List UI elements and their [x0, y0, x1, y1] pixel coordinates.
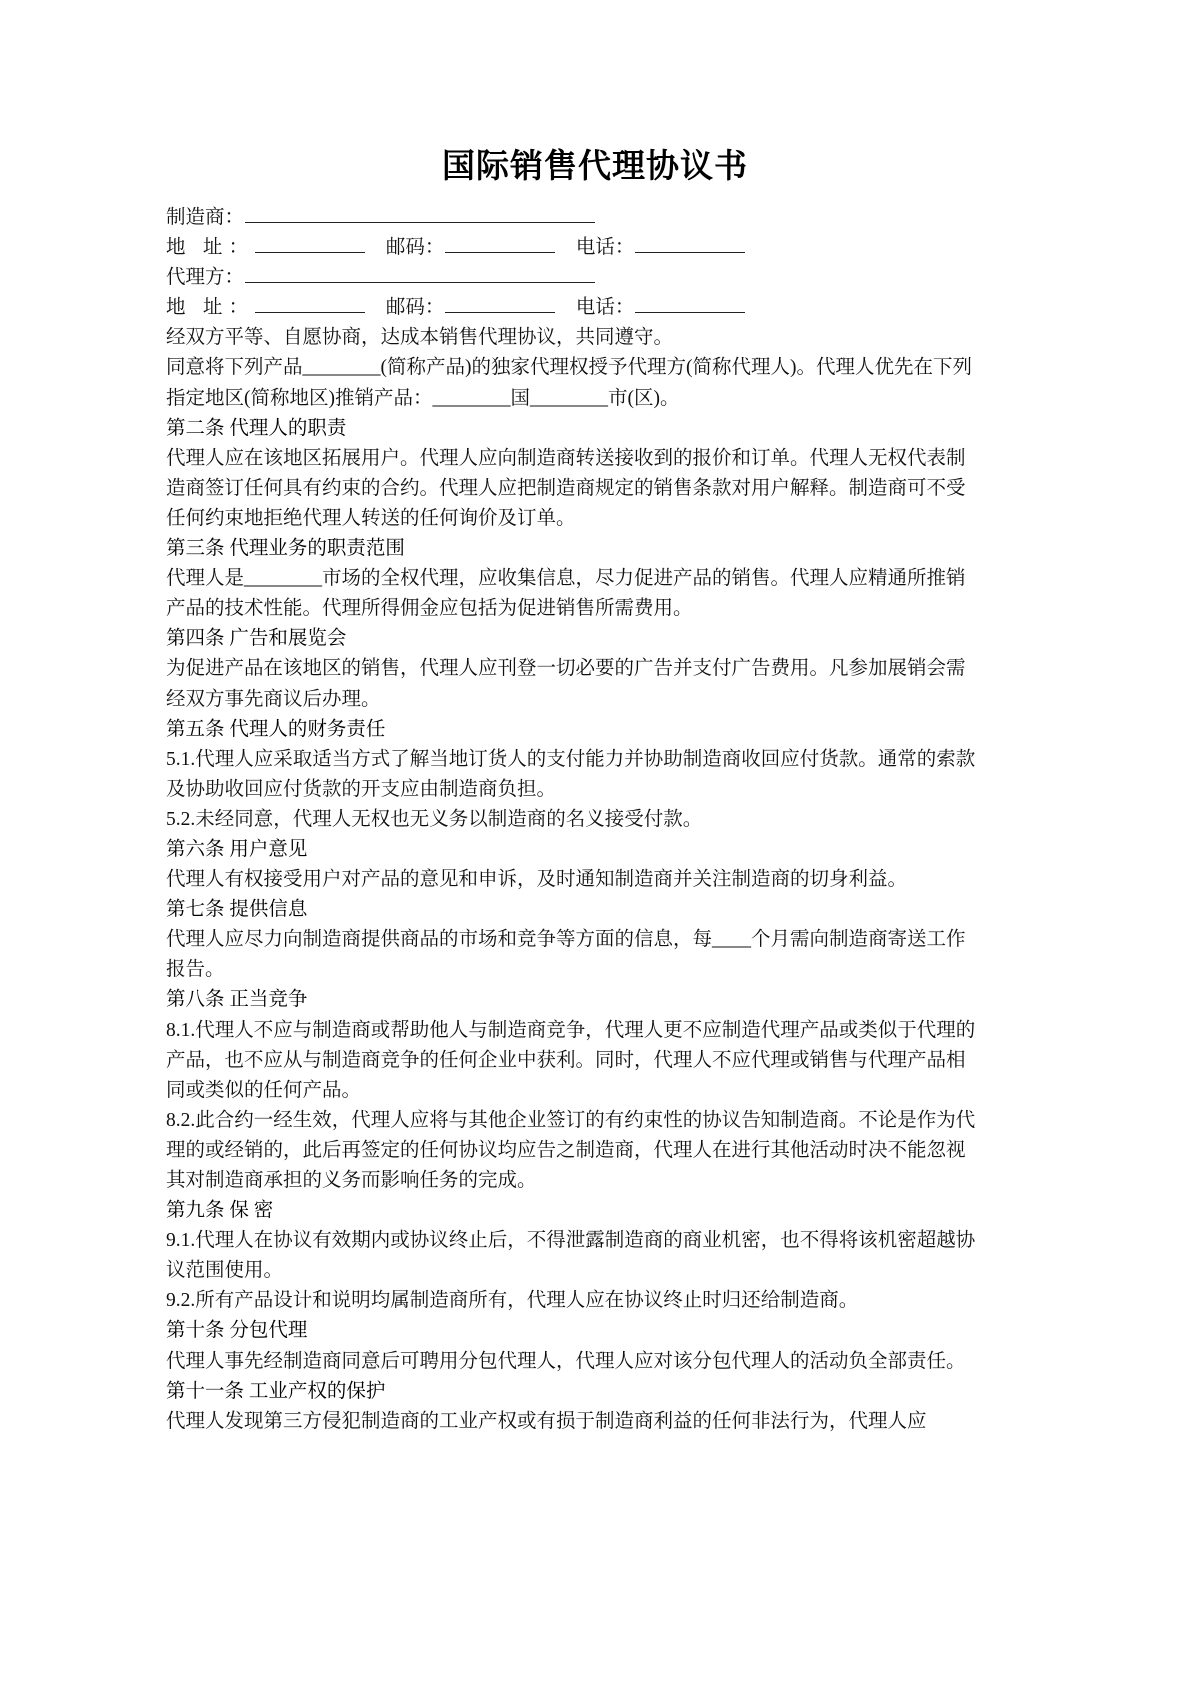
manufacturer-blank[interactable]	[245, 204, 595, 223]
phone-blank-2[interactable]	[635, 294, 745, 313]
article-8-paragraph-1: 8.1.代理人不应与制造商或帮助他人与制造商竞争，代理人更不应制造代理产品或类似于代理的产品，也不应从与制造商竞争的任何企业中获利。同时，代理人不应代理或销售与代理产品相同或类似的任何产品。	[166, 1019, 976, 1101]
address-label-2: 地 址：	[166, 297, 255, 319]
field-address-2	[166, 293, 978, 323]
article-heading-8: 第八条 正当竞争	[166, 989, 308, 1011]
field-manufacturer	[166, 203, 978, 233]
postcode-label-1: 邮码：	[385, 237, 445, 259]
field-address-1	[166, 233, 978, 263]
agent-blank[interactable]	[245, 264, 595, 283]
article-heading-9: 第九条 保 密	[166, 1200, 274, 1222]
document-body	[166, 203, 978, 1437]
phone-blank-1[interactable]	[635, 234, 745, 253]
article-2-paragraph-1: 代理人应在该地区拓展用户。代理人应向制造商转送接收到的报价和订单。代理人无权代表制造商签订任何具有约束的合约。代理人应把制造商规定的销售条款对用户解释。制造商可不受任何约束地拒绝代理人转送的任何询价及订单。	[166, 447, 966, 529]
article-5-paragraph-2: 5.2.未经同意，代理人无权也无义务以制造商的名义接受付款。	[166, 808, 703, 830]
field-agent	[166, 263, 978, 293]
page-title: 国际销售代理协议书	[442, 149, 748, 185]
article-5-paragraph-1: 5.1.代理人应采取适当方式了解当地订货人的支付能力并协助制造商收回应付货款。通常的索款及协助收回应付货款的开支应由制造商负担。	[166, 748, 976, 800]
phone-label-2: 电话：	[575, 297, 635, 319]
phone-label-1: 电话：	[575, 237, 635, 259]
article-7-paragraph-1: 代理人应尽力向制造商提供商品的市场和竞争等方面的信息，每____个月需向制造商寄送工作报告。	[166, 929, 966, 981]
article-heading-2: 第二条 代理人的职责	[166, 417, 347, 439]
postcode-blank-1[interactable]	[445, 234, 555, 253]
article-9-paragraph-1: 9.1.代理人在协议有效期内或协议终止后，不得泄露制造商的商业机密，也不得将该机密超越协议范围使用。	[166, 1230, 976, 1282]
article-6-paragraph-1: 代理人有权接受用户对产品的意见和申诉，及时通知制造商并关注制造商的切身利益。	[166, 869, 908, 891]
article-heading-5: 第五条 代理人的财务责任	[166, 718, 386, 740]
article-heading-3: 第三条 代理业务的职责范围	[166, 538, 405, 560]
postcode-label-2: 邮码：	[385, 297, 445, 319]
preamble-paragraph-2: 同意将下列产品________(简称产品)的独家代理权授予代理方(简称代理人)。代理人优先在下列指定地区(简称地区)推销产品：________国________市(区)。	[166, 357, 972, 409]
article-heading-10: 第十条 分包代理	[166, 1320, 308, 1342]
article-9-paragraph-2: 9.2.所有产品设计和说明均属制造商所有，代理人应在协议终止时归还给制造商。	[166, 1290, 859, 1312]
agent-label: 代理方：	[166, 267, 245, 289]
address-blank-1[interactable]	[255, 234, 365, 253]
postcode-blank-2[interactable]	[445, 294, 555, 313]
article-4-paragraph-1: 为促进产品在该地区的销售，代理人应刊登一切必要的广告并支付广告费用。凡参加展销会需经双方事先商议后办理。	[166, 658, 966, 710]
manufacturer-label: 制造商：	[166, 207, 245, 228]
address-label-1: 地 址：	[166, 237, 255, 259]
article-heading-4: 第四条 广告和展览会	[166, 628, 347, 650]
article-heading-11: 第十一条 工业产权的保护	[166, 1380, 386, 1402]
preamble-paragraph-1: 经双方平等、自愿协商，达成本销售代理协议，共同遵守。	[166, 327, 674, 349]
article-heading-6: 第六条 用户意见	[166, 838, 308, 860]
article-heading-7: 第七条 提供信息	[166, 899, 308, 921]
article-11-paragraph-1: 代理人发现第三方侵犯制造商的工业产权或有损于制造商利益的任何非法行为，代理人应	[166, 1410, 927, 1432]
article-3-paragraph-1: 代理人是________市场的全权代理，应收集信息，尽力促进产品的销售。代理人应精通所推销产品的技术性能。代理所得佣金应包括为促进销售所需费用。	[166, 568, 966, 620]
article-8-paragraph-2: 8.2.此合约一经生效，代理人应将与其他企业签订的有约束性的协议告知制造商。不论是作为代理的或经销的，此后再签定的任何协议均应告之制造商，代理人在进行其他活动时决不能忽视其对制造商承担的义务而影响任务的完成。	[166, 1109, 976, 1191]
article-10-paragraph-1: 代理人事先经制造商同意后可聘用分包代理人，代理人应对该分包代理人的活动负全部责任。	[166, 1350, 966, 1372]
address-blank-2[interactable]	[255, 294, 365, 313]
